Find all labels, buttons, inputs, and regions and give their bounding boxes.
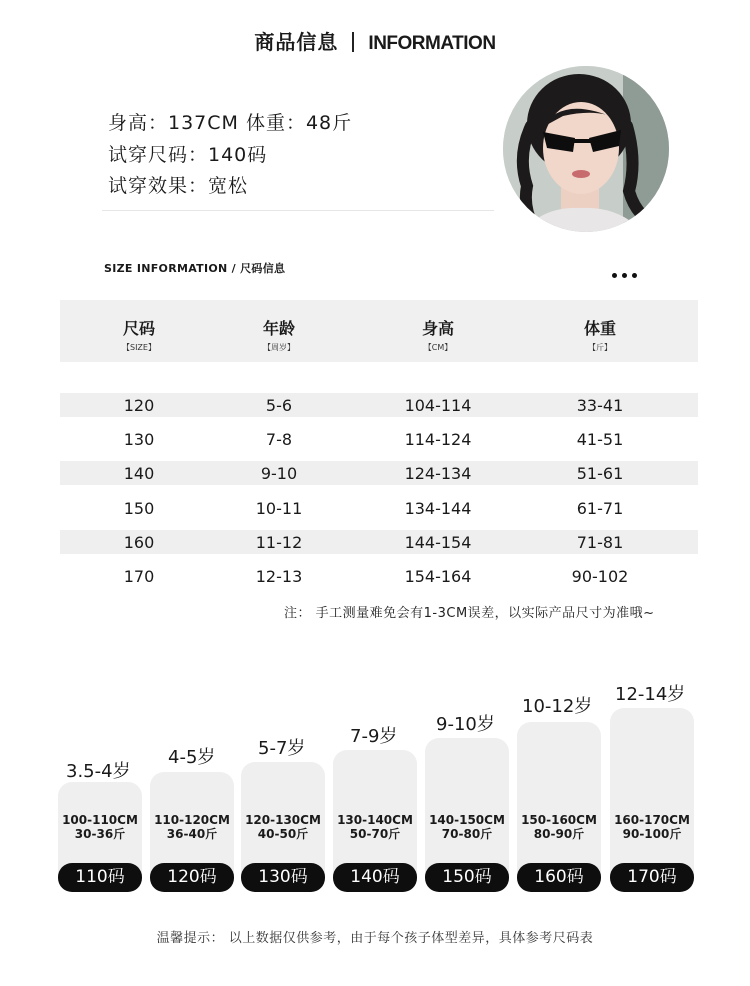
table-cell-age: 10-11 [255, 499, 303, 518]
card-height: 140-150CM [429, 813, 505, 827]
table-cell-size: 130 [123, 430, 155, 449]
more-dots-icon [612, 263, 642, 282]
card-measurements [610, 813, 694, 841]
card-weight: 36-40斤 [166, 827, 218, 841]
card-height: 110-120CM [154, 813, 230, 827]
table-cell-height: 144-154 [404, 533, 472, 552]
card-measurements [58, 813, 142, 841]
card-measurements [517, 813, 601, 841]
card-measurements [333, 813, 417, 841]
card-height: 100-110CM [62, 813, 138, 827]
page-header [0, 26, 750, 55]
model-photo [503, 66, 669, 232]
table-cell-height: 114-124 [404, 430, 472, 449]
table-header-size-label: 尺码 [122, 319, 155, 338]
size-info-label-en: SIZE INFORMATION [104, 262, 228, 275]
table-header-height-label: 身高 [421, 319, 454, 338]
table-cell-size: 160 [123, 533, 155, 552]
card-measurements [241, 813, 325, 841]
table-cell-weight: 51-61 [576, 464, 624, 483]
info-divider [102, 210, 494, 211]
card-weight: 80-90斤 [533, 827, 585, 841]
table-cell-weight: 61-71 [576, 499, 624, 518]
table-header-age-sub: 【周岁】 [263, 343, 295, 352]
model-fit-effect: 试穿效果：宽松 [108, 175, 249, 197]
table-cell-age: 12-13 [255, 567, 303, 586]
card-age: 5-7岁 [258, 738, 306, 759]
table-cell-height: 104-114 [404, 396, 472, 415]
card-weight: 90-100斤 [622, 827, 682, 841]
table-cell-size: 170 [123, 567, 155, 586]
size-info-label [104, 260, 285, 276]
card-size-tag: 110码 [58, 863, 142, 892]
card-size-tag: 120码 [150, 863, 234, 892]
table-cell-age: 11-12 [255, 533, 303, 552]
card-height: 120-130CM [245, 813, 321, 827]
card-height: 130-140CM [337, 813, 413, 827]
table-header-weight [540, 316, 660, 353]
card-size-tag: 150码 [425, 863, 509, 892]
card-size-tag: 140码 [333, 863, 417, 892]
table-cell-height: 134-144 [404, 499, 472, 518]
card-size-tag: 160码 [517, 863, 601, 892]
card-age: 10-12岁 [522, 696, 593, 717]
table-header-age [219, 316, 339, 353]
card-weight: 50-70斤 [349, 827, 401, 841]
table-header-height [378, 316, 498, 353]
card-height: 160-170CM [614, 813, 690, 827]
card-height: 150-160CM [521, 813, 597, 827]
table-cell-weight: 71-81 [576, 533, 624, 552]
card-age: 3.5-4岁 [66, 761, 131, 782]
card-size-tag: 130码 [241, 863, 325, 892]
table-cell-weight: 41-51 [576, 430, 624, 449]
card-measurements [150, 813, 234, 841]
table-cell-age: 9-10 [260, 464, 298, 483]
table-cell-weight: 33-41 [576, 396, 624, 415]
table-cell-size: 140 [123, 464, 155, 483]
table-header-weight-label: 体重 [583, 319, 616, 338]
header-title-en: INFORMATION [368, 33, 496, 54]
card-weight: 70-80斤 [441, 827, 493, 841]
table-header-weight-sub: 【斤】 [588, 343, 612, 352]
header-title-cn: 商品信息 [254, 30, 339, 54]
card-weight: 30-36斤 [74, 827, 126, 841]
footer-tip: 温馨提示： 以上数据仅供参考，由于每个孩子体型差异，具体参考尺码表 [156, 931, 594, 946]
card-age: 12-14岁 [615, 684, 686, 705]
model-tried-size: 试穿尺码：140码 [108, 144, 268, 166]
table-cell-weight: 90-102 [571, 567, 629, 586]
table-cell-height: 124-134 [404, 464, 472, 483]
header-divider [352, 32, 354, 52]
card-age: 7-9岁 [350, 726, 398, 747]
card-measurements [425, 813, 509, 841]
table-cell-age: 5-6 [265, 396, 293, 415]
table-header-size [79, 316, 199, 353]
table-header-size-sub: 【SIZE】 [122, 343, 156, 352]
table-cell-height: 154-164 [404, 567, 472, 586]
table-cell-size: 120 [123, 396, 155, 415]
table-cell-age: 7-8 [265, 430, 293, 449]
table-cell-size: 150 [123, 499, 155, 518]
measurement-note: 注： 手工测量难免会有1-3CM误差，以实际产品尺寸为准哦~ [284, 606, 655, 621]
card-age: 9-10岁 [436, 714, 495, 735]
size-info-label-cn: / 尺码信息 [231, 262, 286, 275]
model-height-weight: 身高：137CM 体重：48斤 [108, 112, 353, 134]
table-header-age-label: 年龄 [262, 319, 295, 338]
card-weight: 40-50斤 [257, 827, 309, 841]
table-header-height-sub: 【CM】 [423, 343, 453, 352]
card-size-tag: 170码 [610, 863, 694, 892]
card-age: 4-5岁 [168, 747, 216, 768]
